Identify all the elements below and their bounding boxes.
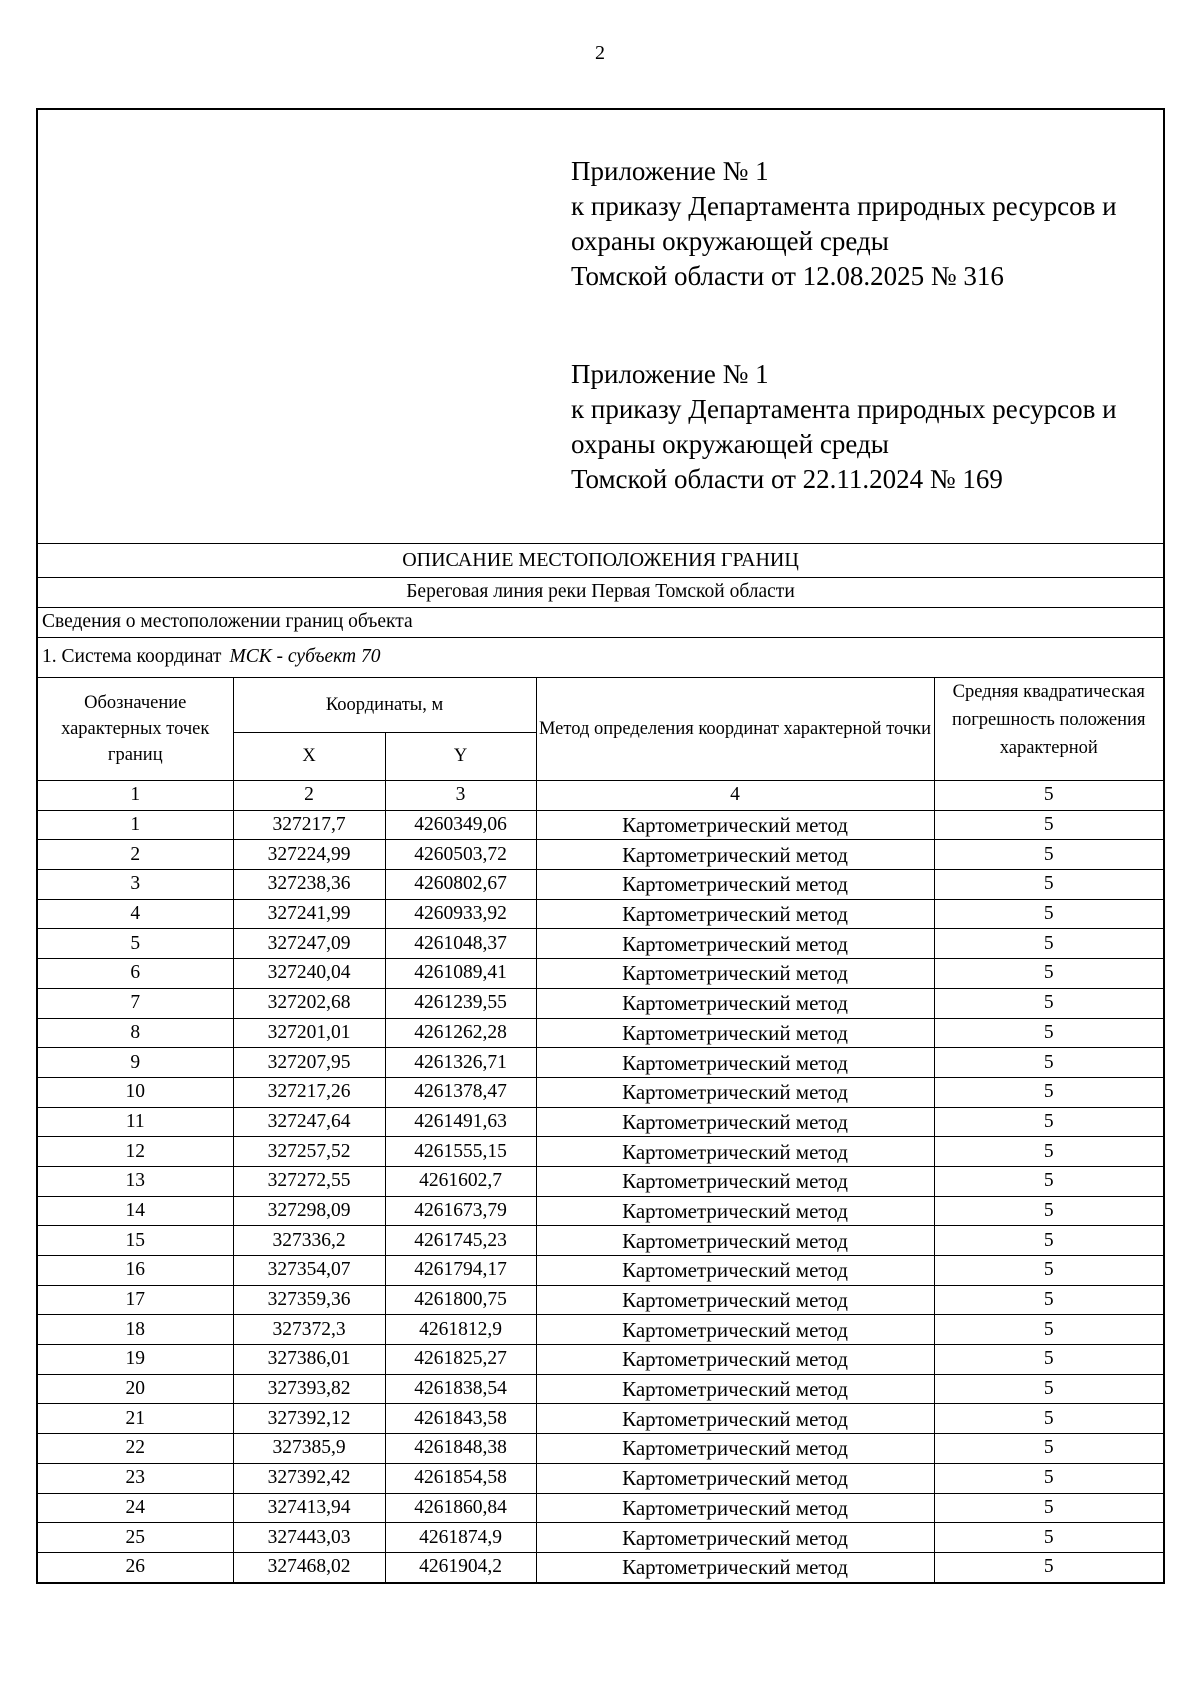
appendix-line: Томской области от 12.08.2025 № 316 xyxy=(571,261,1004,291)
column-number: 2 xyxy=(233,781,385,811)
appendix-line: к приказу Департамента природных ресурсов и xyxy=(571,191,1117,221)
error-cell: 5 xyxy=(934,1226,1163,1256)
coordinate-system-label: 1. Система координат xyxy=(42,646,222,667)
table-row xyxy=(38,1374,1163,1404)
header-y: Y xyxy=(385,732,536,780)
header-coordinates: Координаты, м xyxy=(233,678,536,732)
point-number-cell: 8 xyxy=(38,1018,233,1048)
method-cell: Картометрический метод xyxy=(536,1463,934,1493)
method-cell: Картометрический метод xyxy=(536,1374,934,1404)
appendix-note-current xyxy=(571,154,1151,294)
error-cell: 5 xyxy=(934,1018,1163,1048)
y-coordinate-cell: 4261838,54 xyxy=(385,1374,536,1404)
y-coordinate-cell: 4260802,67 xyxy=(385,870,536,900)
table-row xyxy=(38,840,1163,870)
x-coordinate-cell: 327354,07 xyxy=(233,1256,385,1286)
x-coordinate-cell: 327392,42 xyxy=(233,1463,385,1493)
y-coordinate-cell: 4261048,37 xyxy=(385,929,536,959)
table-row xyxy=(38,1137,1163,1167)
column-number: 1 xyxy=(38,781,233,811)
error-cell: 5 xyxy=(934,1345,1163,1375)
point-number-cell: 22 xyxy=(38,1434,233,1464)
error-cell: 5 xyxy=(934,1107,1163,1137)
point-number-cell: 10 xyxy=(38,1077,233,1107)
page-number: 2 xyxy=(595,42,605,64)
table-row xyxy=(38,1493,1163,1523)
y-coordinate-cell: 4261904,2 xyxy=(385,1552,536,1581)
point-number-cell: 12 xyxy=(38,1137,233,1167)
x-coordinate-cell: 327443,03 xyxy=(233,1523,385,1553)
x-coordinate-cell: 327207,95 xyxy=(233,1048,385,1078)
point-number-cell: 15 xyxy=(38,1226,233,1256)
table-row xyxy=(38,1256,1163,1286)
method-cell: Картометрический метод xyxy=(536,1196,934,1226)
method-cell: Картометрический метод xyxy=(536,1137,934,1167)
method-cell: Картометрический метод xyxy=(536,1077,934,1107)
method-cell: Картометрический метод xyxy=(536,870,934,900)
y-coordinate-cell: 4261378,47 xyxy=(385,1077,536,1107)
error-cell: 5 xyxy=(934,1493,1163,1523)
y-coordinate-cell: 4261860,84 xyxy=(385,1493,536,1523)
y-coordinate-cell: 4261874,9 xyxy=(385,1523,536,1553)
x-coordinate-cell: 327413,94 xyxy=(233,1493,385,1523)
method-cell: Картометрический метод xyxy=(536,1552,934,1581)
error-cell: 5 xyxy=(934,988,1163,1018)
x-coordinate-cell: 327392,12 xyxy=(233,1404,385,1434)
method-cell: Картометрический метод xyxy=(536,1256,934,1286)
document-frame xyxy=(36,108,1165,1584)
y-coordinate-cell: 4261326,71 xyxy=(385,1048,536,1078)
table-row xyxy=(38,1552,1163,1581)
x-coordinate-cell: 327202,68 xyxy=(233,988,385,1018)
table-row xyxy=(38,1404,1163,1434)
x-coordinate-cell: 327247,64 xyxy=(233,1107,385,1137)
x-coordinate-cell: 327359,36 xyxy=(233,1285,385,1315)
x-coordinate-cell: 327372,3 xyxy=(233,1315,385,1345)
table-row xyxy=(38,810,1163,840)
y-coordinate-cell: 4261089,41 xyxy=(385,959,536,989)
table-row xyxy=(38,1166,1163,1196)
header-mean-square-error-text: Средняя квадратическая погрешность положения характерной xyxy=(952,682,1146,758)
error-cell: 5 xyxy=(934,870,1163,900)
x-coordinate-cell: 327385,9 xyxy=(233,1434,385,1464)
x-coordinate-cell: 327201,01 xyxy=(233,1018,385,1048)
method-cell: Картометрический метод xyxy=(536,840,934,870)
y-coordinate-cell: 4261555,15 xyxy=(385,1137,536,1167)
y-coordinate-cell: 4261491,63 xyxy=(385,1107,536,1137)
x-coordinate-cell: 327217,7 xyxy=(233,810,385,840)
x-coordinate-cell: 327272,55 xyxy=(233,1166,385,1196)
point-number-cell: 14 xyxy=(38,1196,233,1226)
y-coordinate-cell: 4261848,38 xyxy=(385,1434,536,1464)
document-title: ОПИСАНИЕ МЕСТОПОЛОЖЕНИЯ ГРАНИЦ xyxy=(38,544,1163,578)
error-cell: 5 xyxy=(934,840,1163,870)
x-coordinate-cell: 327238,36 xyxy=(233,870,385,900)
point-number-cell: 6 xyxy=(38,959,233,989)
point-number-cell: 16 xyxy=(38,1256,233,1286)
x-coordinate-cell: 327336,2 xyxy=(233,1226,385,1256)
error-cell: 5 xyxy=(934,1256,1163,1286)
table-row xyxy=(38,1107,1163,1137)
appendix-line: Томской области от 22.11.2024 № 169 xyxy=(571,464,1003,494)
point-number-cell: 21 xyxy=(38,1404,233,1434)
y-coordinate-cell: 4261262,28 xyxy=(385,1018,536,1048)
error-cell: 5 xyxy=(934,1077,1163,1107)
error-cell: 5 xyxy=(934,1463,1163,1493)
column-number: 4 xyxy=(536,781,934,811)
coordinate-system-value: МСК - субъект 70 xyxy=(229,646,381,667)
method-cell: Картометрический метод xyxy=(536,1345,934,1375)
error-cell: 5 xyxy=(934,1048,1163,1078)
point-number-cell: 7 xyxy=(38,988,233,1018)
point-number-cell: 4 xyxy=(38,899,233,929)
y-coordinate-cell: 4261843,58 xyxy=(385,1404,536,1434)
coordinate-system-row xyxy=(38,638,1163,678)
y-coordinate-cell: 4261239,55 xyxy=(385,988,536,1018)
point-number-cell: 20 xyxy=(38,1374,233,1404)
point-number-cell: 1 xyxy=(38,810,233,840)
x-coordinate-cell: 327217,26 xyxy=(233,1077,385,1107)
table-row xyxy=(38,899,1163,929)
header-point-designation: Обозначение характерных точек границ xyxy=(38,678,233,781)
method-cell: Картометрический метод xyxy=(536,1315,934,1345)
point-number-cell: 26 xyxy=(38,1552,233,1581)
x-coordinate-cell: 327386,01 xyxy=(233,1345,385,1375)
x-coordinate-cell: 327241,99 xyxy=(233,899,385,929)
x-coordinate-cell: 327257,52 xyxy=(233,1137,385,1167)
method-cell: Картометрический метод xyxy=(536,1107,934,1137)
table-row xyxy=(38,1196,1163,1226)
appendix-note-previous xyxy=(571,357,1151,497)
header-mean-square-error xyxy=(934,678,1163,781)
column-number-row xyxy=(38,781,1163,811)
y-coordinate-cell: 4261673,79 xyxy=(385,1196,536,1226)
error-cell: 5 xyxy=(934,1166,1163,1196)
method-cell: Картометрический метод xyxy=(536,899,934,929)
coordinates-table-body xyxy=(38,781,1163,1582)
table-row xyxy=(38,1434,1163,1464)
method-cell: Картометрический метод xyxy=(536,1434,934,1464)
table-row xyxy=(38,1315,1163,1345)
method-cell: Картометрический метод xyxy=(536,1523,934,1553)
column-number: 3 xyxy=(385,781,536,811)
error-cell: 5 xyxy=(934,959,1163,989)
appendix-line: охраны окружающей среды xyxy=(571,429,889,459)
object-name: Береговая линия реки Первая Томской области xyxy=(38,578,1163,608)
table-row xyxy=(38,1018,1163,1048)
error-cell: 5 xyxy=(934,1552,1163,1581)
table-row xyxy=(38,1463,1163,1493)
method-cell: Картометрический метод xyxy=(536,959,934,989)
method-cell: Картометрический метод xyxy=(536,1226,934,1256)
header-x: X xyxy=(233,732,385,780)
y-coordinate-cell: 4261854,58 xyxy=(385,1463,536,1493)
method-cell: Картометрический метод xyxy=(536,1493,934,1523)
y-coordinate-cell: 4261602,7 xyxy=(385,1166,536,1196)
point-number-cell: 2 xyxy=(38,840,233,870)
point-number-cell: 5 xyxy=(38,929,233,959)
y-coordinate-cell: 4260503,72 xyxy=(385,840,536,870)
table-row xyxy=(38,1285,1163,1315)
x-coordinate-cell: 327393,82 xyxy=(233,1374,385,1404)
appendix-line: к приказу Департамента природных ресурсов и xyxy=(571,394,1117,424)
error-cell: 5 xyxy=(934,1315,1163,1345)
y-coordinate-cell: 4261794,17 xyxy=(385,1256,536,1286)
y-coordinate-cell: 4261812,9 xyxy=(385,1315,536,1345)
x-coordinate-cell: 327247,09 xyxy=(233,929,385,959)
method-cell: Картометрический метод xyxy=(536,1404,934,1434)
table-row xyxy=(38,929,1163,959)
point-number-cell: 3 xyxy=(38,870,233,900)
appendix-line: Приложение № 1 xyxy=(571,156,769,186)
point-number-cell: 13 xyxy=(38,1166,233,1196)
error-cell: 5 xyxy=(934,810,1163,840)
error-cell: 5 xyxy=(934,929,1163,959)
error-cell: 5 xyxy=(934,1196,1163,1226)
error-cell: 5 xyxy=(934,1404,1163,1434)
section-heading: Сведения о местоположении границ объекта xyxy=(38,608,1163,638)
point-number-cell: 24 xyxy=(38,1493,233,1523)
method-cell: Картометрический метод xyxy=(536,988,934,1018)
point-number-cell: 11 xyxy=(38,1107,233,1137)
point-number-cell: 9 xyxy=(38,1048,233,1078)
table-row xyxy=(38,1226,1163,1256)
coordinates-table xyxy=(38,678,1163,1582)
method-cell: Картометрический метод xyxy=(536,1285,934,1315)
point-number-cell: 25 xyxy=(38,1523,233,1553)
y-coordinate-cell: 4260933,92 xyxy=(385,899,536,929)
table-row xyxy=(38,1048,1163,1078)
table-row xyxy=(38,1345,1163,1375)
error-cell: 5 xyxy=(934,1374,1163,1404)
point-number-cell: 19 xyxy=(38,1345,233,1375)
error-cell: 5 xyxy=(934,1137,1163,1167)
header-method: Метод определения координат характерной точки xyxy=(536,678,934,781)
column-number: 5 xyxy=(934,781,1163,811)
method-cell: Картометрический метод xyxy=(536,810,934,840)
table-row xyxy=(38,1523,1163,1553)
error-cell: 5 xyxy=(934,1523,1163,1553)
appendix-line: охраны окружающей среды xyxy=(571,226,889,256)
point-number-cell: 23 xyxy=(38,1463,233,1493)
error-cell: 5 xyxy=(934,1434,1163,1464)
table-row xyxy=(38,870,1163,900)
x-coordinate-cell: 327468,02 xyxy=(233,1552,385,1581)
point-number-cell: 18 xyxy=(38,1315,233,1345)
appendix-header-block xyxy=(38,110,1163,544)
table-row xyxy=(38,959,1163,989)
y-coordinate-cell: 4261825,27 xyxy=(385,1345,536,1375)
x-coordinate-cell: 327240,04 xyxy=(233,959,385,989)
appendix-line: Приложение № 1 xyxy=(571,359,769,389)
method-cell: Картометрический метод xyxy=(536,1166,934,1196)
method-cell: Картометрический метод xyxy=(536,1048,934,1078)
x-coordinate-cell: 327224,99 xyxy=(233,840,385,870)
error-cell: 5 xyxy=(934,899,1163,929)
error-cell: 5 xyxy=(934,1285,1163,1315)
method-cell: Картометрический метод xyxy=(536,929,934,959)
table-row xyxy=(38,988,1163,1018)
x-coordinate-cell: 327298,09 xyxy=(233,1196,385,1226)
y-coordinate-cell: 4261745,23 xyxy=(385,1226,536,1256)
method-cell: Картометрический метод xyxy=(536,1018,934,1048)
y-coordinate-cell: 4260349,06 xyxy=(385,810,536,840)
table-row xyxy=(38,1077,1163,1107)
point-number-cell: 17 xyxy=(38,1285,233,1315)
y-coordinate-cell: 4261800,75 xyxy=(385,1285,536,1315)
